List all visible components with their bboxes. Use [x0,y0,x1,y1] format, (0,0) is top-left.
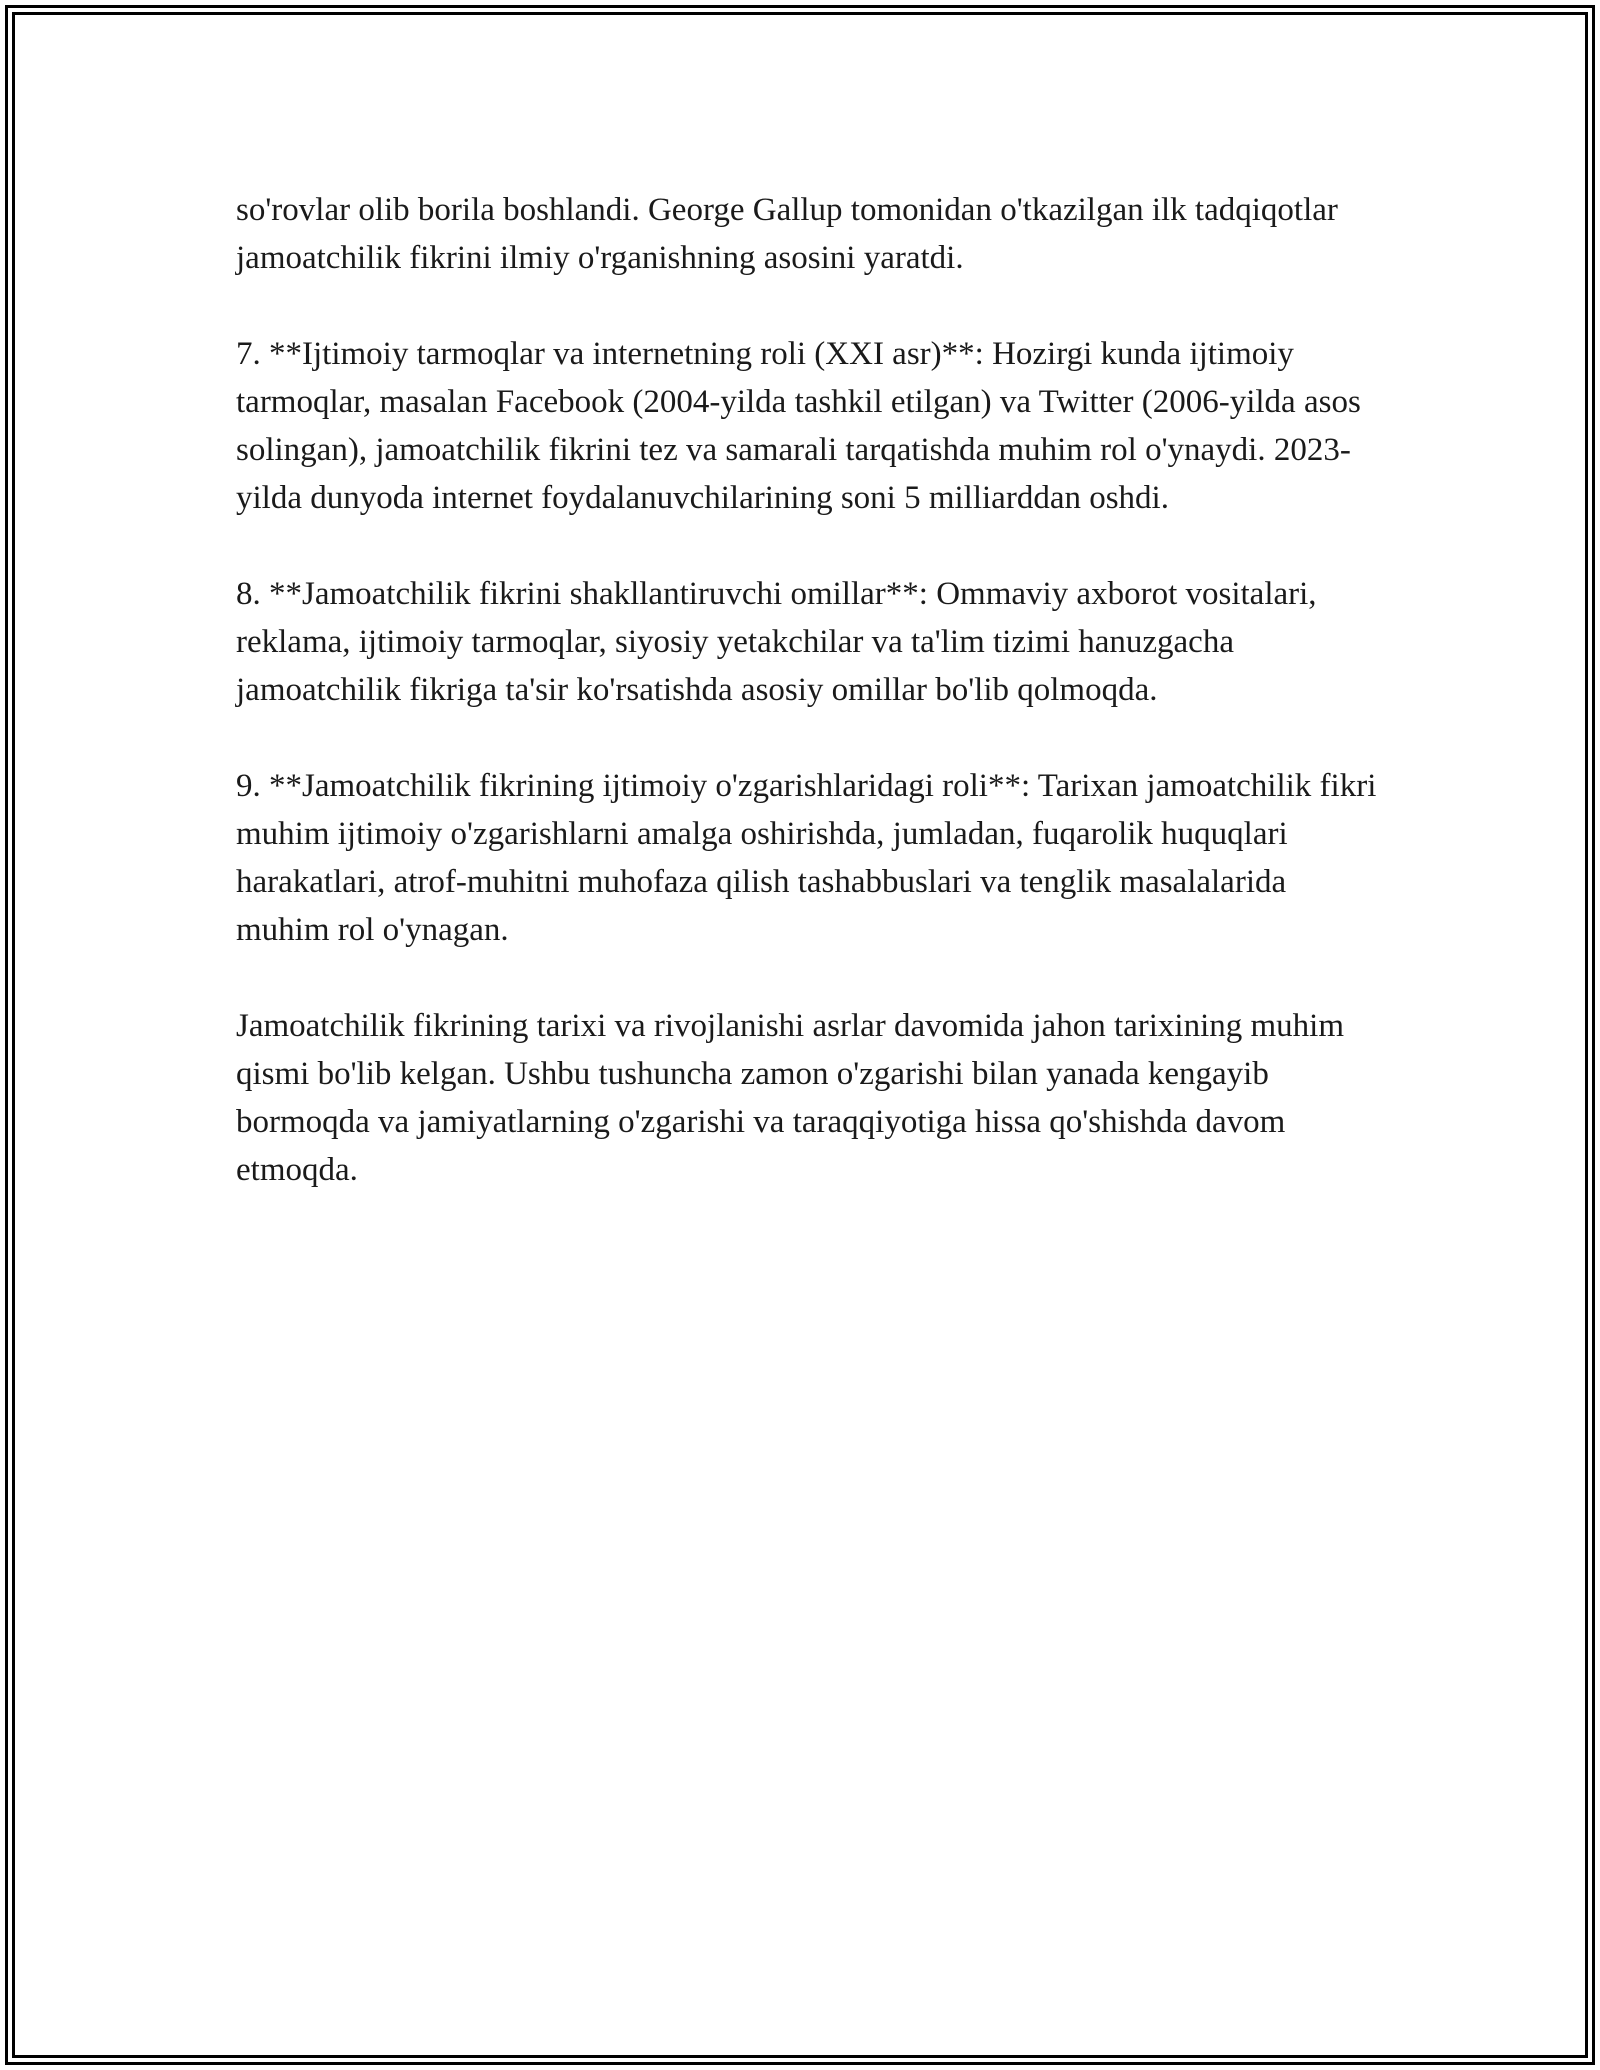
paragraph-social-change: 9. **Jamoatchilik fikrining ijtimoiy o'zgarishlaridagi roli**: Tarixan jamoatchilik fikri muhim ijtimoiy o'zgarishlarni amalga oshirishda, jumladan, fuqarolik huquqlari harakatlari, atrof-muhitni muhofaza qilish tashabbuslari va tenglik masalalarida muhim rol o'ynagan. [236,768,1377,948]
paragraph-conclusion: Jamoatchilik fikrining tarixi va rivojlanishi asrlar davomida jahon tarixining muhim qismi bo'lib kelgan. Ushbu tushuncha zamon o'zgarishi bilan yanada kengayib bormoqda va jamiyatlarning o'zgarishi va taraqqiyotiga hissa qo'shishda davom etmoqda. [236,1008,1345,1188]
document-body [236,186,1386,1242]
paragraph-social-networks: 7. **Ijtimoiy tarmoqlar va internetning roli (XXI asr)**: Hozirgi kunda ijtimoiy tarmoqlar, masalan Facebook (2004-yilda tashkil etilgan) va Twitter (2006-yilda asos solingan), jamoatchilik fikrini tez va samarali tarqatishda muhim rol o'ynaydi. 2023-yilda dunyoda internet foydalanuvchilarining soni 5 milliarddan oshdi. [236,336,1361,516]
paragraph-gallup: so'rovlar olib borila boshlandi. George Gallup tomonidan o'tkazilgan ilk tadqiqotlar jamoatchilik fikrini ilmiy o'rganishning asosini yaratdi. [236,192,1338,276]
paragraph-opinion-factors: 8. **Jamoatchilik fikrini shakllantiruvchi omillar**: Ommaviy axborot vositalari, reklama, ijtimoiy tarmoqlar, siyosiy yetakchilar va ta'lim tizimi hanuzgacha jamoatchilik fikriga ta'sir ko'rsatishda asosiy omillar bo'lib qolmoqda. [236,576,1317,708]
